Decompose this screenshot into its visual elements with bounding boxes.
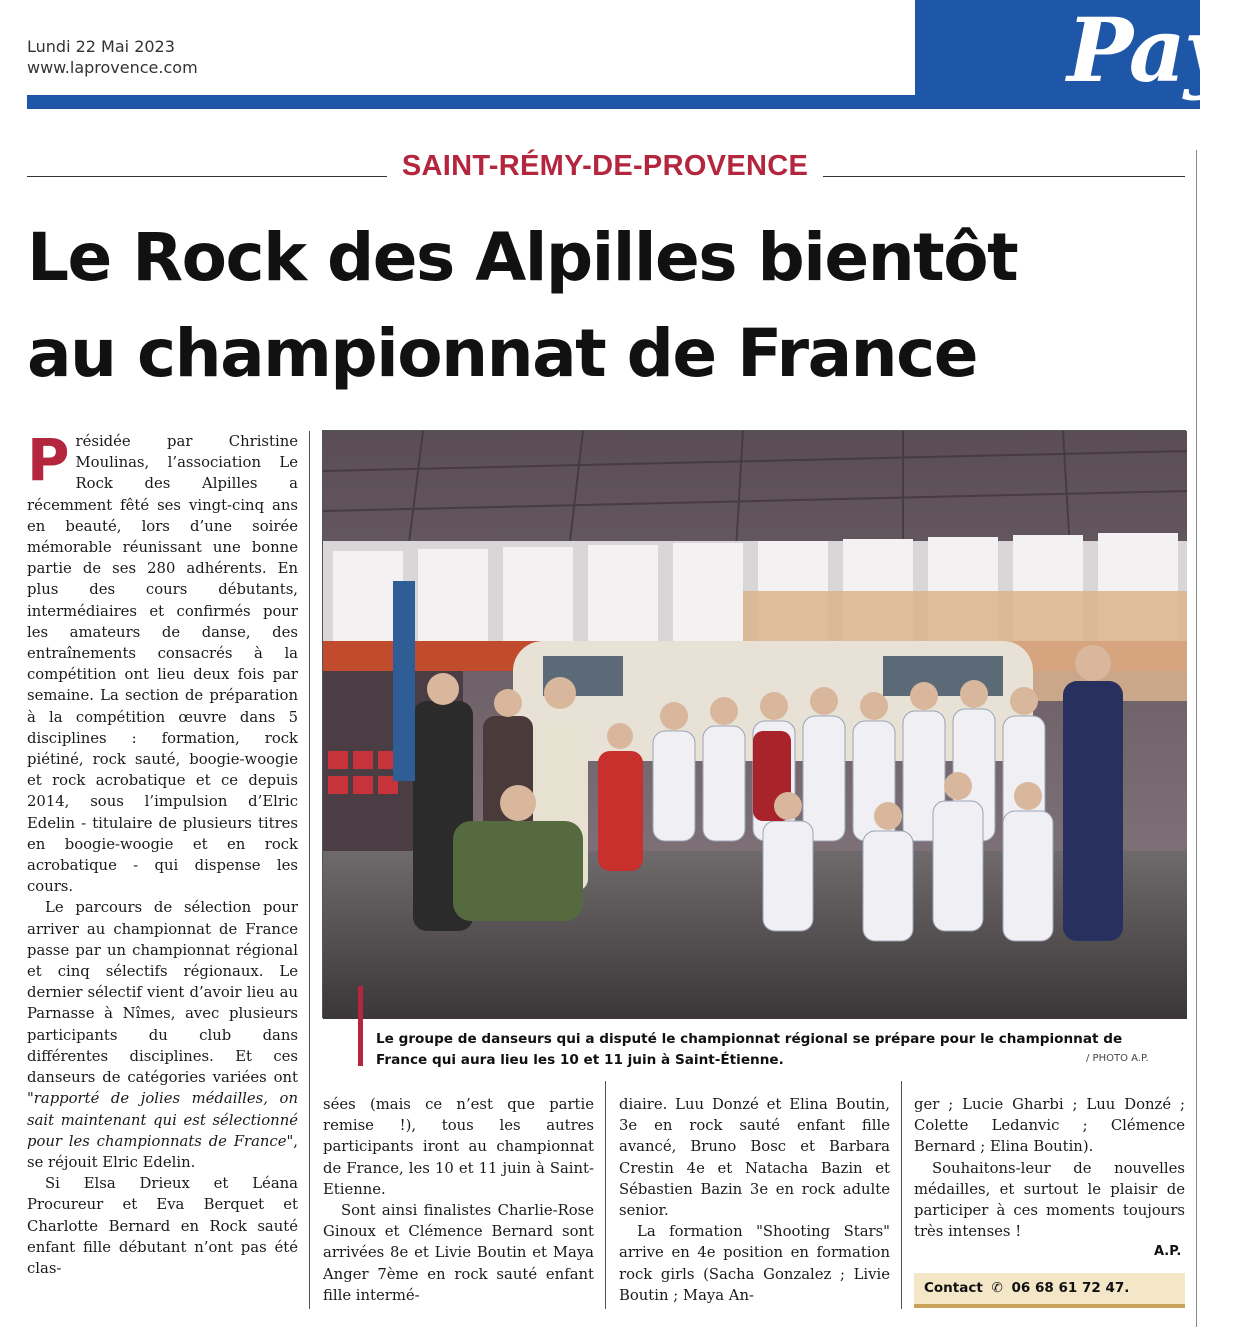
paragraph-formation: La formation "Shooting Stars" arrive en 4e position en formation rock girls (Sacha Gonzalez ; Livie Boutin ; Maya An-: [619, 1223, 890, 1304]
photo-caption: Le groupe de danseurs qui a disputé le championnat régional se prépare pour le championnat de France qui aura lieu les 10 et 11 juin à Saint-Étienne.: [376, 1031, 1123, 1068]
paragraph-formation-cont: ger ; Lucie Gharbi ; Luu Donzé ; Colette Ledanvic ; Clémence Bernard ; Elina Boutin).: [914, 1096, 1185, 1156]
headline: [27, 210, 1187, 402]
phone-icon: ✆: [991, 1280, 1003, 1296]
headline-line-1: Le Rock des Alpilles bientôt: [27, 219, 1018, 296]
contact-label: Contact: [924, 1280, 983, 1296]
paragraph-closing: Souhaitons-leur de nouvelles médailles, et surtout le plaisir de participer à ces moments toujours très intenses !: [914, 1159, 1185, 1241]
article-column-3: [619, 1094, 890, 1306]
page-edge-line: [1196, 150, 1197, 1327]
article-column-1: [27, 426, 298, 1279]
contact-stripe: [914, 1304, 1185, 1308]
paragraph-results-start: Si Elsa Drieux et Léana Procureur et Eva Berquet et Charlotte Bernard en Rock sauté enfant fille débutant n’ont pas été clas-: [27, 1175, 298, 1277]
kicker-rule-left: [27, 176, 387, 177]
paragraph-selection: Le parcours de sélection pour arriver au championnat de France passe par un championnat régional et cinq sélectifs régionaux. Le dernier sélectif vient d’avoir lieu au Parnasse à Nîmes, avec plusieurs participants du club dans différentes disciplines. Et ces danseurs de catégories variées ont "rapporté de jolies médailles, on sait maintenant qui est sélectionné pour les championnats de France", se réjouit Elric Edelin.: [27, 899, 298, 1171]
kicker-town: SAINT-RÉMY-DE-PROVENCE: [401, 150, 809, 182]
contact-phone[interactable]: 06 68 61 72 47.: [1011, 1280, 1130, 1296]
header-bar: [27, 95, 915, 109]
caption-accent-bar: [358, 986, 363, 1066]
team-photo-illustration: [323, 431, 1187, 1019]
section-brand-box: [915, 0, 1233, 109]
photo-credit: / PHOTO A.P.: [1086, 1053, 1149, 1064]
paragraph-finalists: Sont ainsi finalistes Charlie-Rose Ginoux et Clémence Bernard sont arrivées 8e et Livie Boutin et Maya Anger 7ème en rock sauté enfant fille intermé-: [323, 1202, 594, 1304]
team-photo: [322, 430, 1186, 1018]
paragraph-intro: Présidée par Christine Moulinas, l’association Le Rock des Alpilles a récemment fêté ses vingt-cinq ans en beauté, lors d’une soirée mémorable réunissant une bonne partie de ses 280 adhérents. En plus des cours débutants, intermédiaires et confirmés pour les amateurs de danse, des entraînements consacrés à la compétition ont lieu deux fois par semaine. La section de préparation à la compétition œuvre dans 5 disciplines : formation, rock piétiné, rock sauté, boogie-woogie et rock acrobatique et ce depuis 2014, sous l’impulsion d’Elric Edelin - titulaire de plusieurs titres en boogie-woogie et en rock acrobatique - qui dispense les cours.: [27, 426, 298, 896]
column-divider-2: [605, 1081, 606, 1309]
website-url[interactable]: www.laprovence.com: [27, 58, 198, 77]
column-divider-1: [309, 431, 310, 1309]
paragraph-results-cont: sées (mais ce n’est que partie remise !), tous les autres participants iront au championnat de France, les 10 et 11 juin à Saint-Etienne.: [323, 1096, 594, 1198]
publication-date: Lundi 22 Mai 2023: [27, 37, 175, 56]
quote: "rapporté de jolies médailles, on sait maintenant qui est sélectionné pour les championnats de France": [27, 1090, 298, 1150]
article-column-2: [323, 1094, 594, 1306]
section-brand-text: Pay: [1067, 0, 1233, 102]
drop-cap: P: [27, 426, 70, 494]
contact-box: [914, 1273, 1185, 1304]
author-signature: A.P.: [1154, 1244, 1182, 1259]
headline-line-2: au championnat de France: [27, 315, 977, 392]
paragraph-finalists-cont: diaire. Luu Donzé et Elina Boutin, 3e en rock sauté enfant fille avancé, Bruno Bosc et Barbara Crestin 4e et Natacha Bazin et Sébastien Bazin 3e en rock adulte senior.: [619, 1096, 890, 1220]
column-divider-3: [901, 1081, 902, 1309]
article-column-4: [914, 1094, 1185, 1242]
kicker-rule-right: [823, 176, 1185, 177]
